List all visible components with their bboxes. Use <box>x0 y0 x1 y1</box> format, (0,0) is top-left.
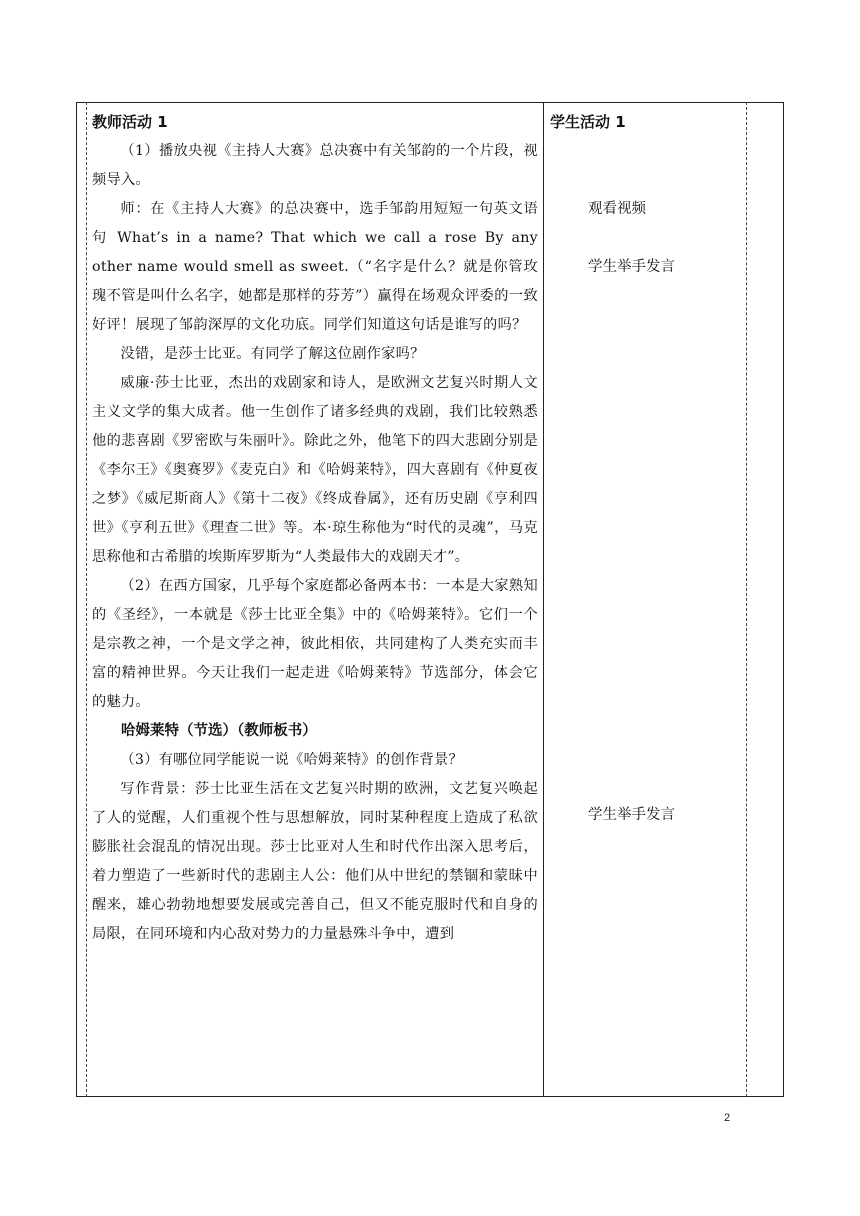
column-divider <box>543 102 544 1097</box>
board-title: 哈姆莱特（节选）（教师板书） <box>121 723 317 739</box>
student-activity-heading: 学生活动 1 <box>550 113 626 131</box>
teacher-paragraph: （3）有哪位同学能说一说《哈姆莱特》的创作背景？ <box>120 752 463 768</box>
student-item: 学生举手发言 <box>588 259 675 275</box>
teacher-paragraph: 威廉·莎士比亚，杰出的戏剧家和诗人，是欧洲文艺复兴时期人文主义文学的集大成者。他一生创作了诸多经典的戏剧，我们比较熟悉他的悲喜剧《罗密欧与朱丽叶》。除此之外，他笔下的四大悲剧分别是《李尔王》《奥赛罗》《麦克白》和《哈姆莱特》，四大喜剧有《仲夏夜之梦》《威尼斯商人》《第十二夜》《终成眷属》，还有历史剧《亨利四世》《亨利五世》《理查二世》等。本·琼生称他为“时代的灵魂”，马克思称他和古希腊的埃斯库罗斯为“人类最伟大的戏剧天才”。 <box>92 375 538 565</box>
teacher-paragraph: 没错，是莎士比亚。有同学了解这位剧作家吗？ <box>120 346 425 362</box>
teacher-activity-column <box>92 108 538 949</box>
student-item: 学生举手发言 <box>588 807 675 823</box>
student-activity-column <box>550 108 740 823</box>
teacher-paragraph: （2）在西方国家，几乎每个家庭都必备两本书：一本是大家熟知的《圣经》，一本就是《莎士比亚全集》中的《哈姆莱特》。它们一个是宗教之神，一个是文学之神，彼此相依，共同建构了人类充实而丰富的精神世界。今天让我们一起走进《哈姆莱特》节选部分，体会它的魅力。 <box>92 578 538 710</box>
column-dashed-divider <box>746 102 747 1097</box>
student-item: 观看视频 <box>588 201 646 217</box>
table-left-dashed-border <box>86 102 87 1097</box>
page-number: 2 <box>724 1112 731 1124</box>
teacher-paragraph: （1）播放央视《主持人大赛》总决赛中有关邹韵的一个片段，视频导入。 <box>92 143 538 188</box>
teacher-activity-heading: 教师活动 1 <box>92 113 168 131</box>
teacher-paragraph: 写作背景：莎士比亚生活在文艺复兴时期的欧洲，文艺复兴唤起了人的觉醒，人们重视个性与思想解放，同时某种程度上造成了私欲膨胀社会混乱的情况出现。莎士比亚对人生和时代作出深入思考后，着力塑造了一些新时代的悲剧主人公：他们从中世纪的禁锢和蒙昧中醒来，雄心勃勃地想要发展或完善自己，但又不能克服时代和自身的局限，在同环境和内心敌对势力的力量悬殊斗争中，遭到 <box>92 781 538 942</box>
teacher-paragraph: 师：在《主持人大赛》的总决赛中，选手邹韵用短短一句英文语句 What’s in a name? That which we call a rose By any other name would smell as sweet.（“名字是什么？就是你管玫瑰不管是叫什么名字，她都是那样的芬芳”）赢得在场观众评委的一致好评！展现了邹韵深厚的文化功底。同学们知道这句话是谁写的吗？ <box>92 201 538 333</box>
